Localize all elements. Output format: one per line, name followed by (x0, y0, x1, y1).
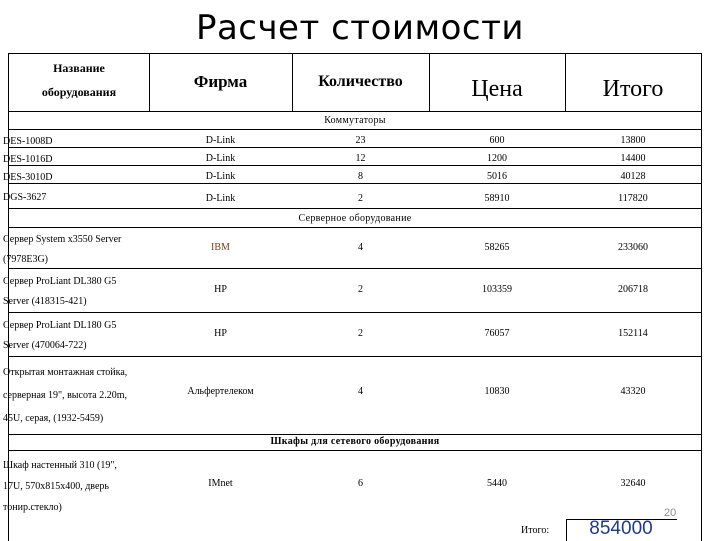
row-firm: D-Link (205, 193, 236, 204)
header-total: Итого (602, 76, 664, 102)
row-total: 43320 (620, 386, 646, 397)
row-name: Шкаф настенный 310 (19", 17U, 570x815x400, дверь тонир.стекло) (3, 460, 117, 513)
row-total: 32640 (620, 478, 646, 489)
row-name: DES-3010D (3, 172, 53, 183)
row-firm: D-Link (205, 171, 236, 182)
section-label-switches: Коммутаторы (324, 115, 386, 126)
row-name: Сервер System x3550 Server (7978E3G) (3, 234, 122, 265)
row-price: 10830 (484, 386, 510, 397)
row-divider (9, 208, 701, 209)
row-firm: Альфертелеком (187, 386, 254, 397)
row-total: 14400 (620, 153, 646, 164)
row-qty: 2 (358, 193, 363, 204)
row-divider (9, 111, 701, 112)
row-qty: 4 (358, 242, 363, 253)
row-firm: D-Link (205, 153, 236, 164)
row-divider (9, 450, 701, 451)
row-qty: 2 (358, 328, 363, 339)
cost-table (3, 53, 702, 541)
row-divider (9, 356, 701, 357)
row-price: 103359 (482, 284, 512, 295)
row-name: DES-1008D (3, 136, 53, 147)
row-name: DGS-3627 (3, 192, 47, 203)
row-qty: 6 (358, 478, 363, 489)
row-qty: 2 (358, 284, 363, 295)
row-total: 233060 (618, 242, 648, 253)
row-price: 76057 (484, 328, 510, 339)
grand-total-value: 854000 (589, 518, 653, 539)
row-divider (9, 165, 701, 166)
row-total: 13800 (620, 135, 646, 146)
row-qty: 12 (355, 153, 366, 164)
row-price: 58910 (484, 193, 510, 204)
section-label-servers: Серверное оборудование (298, 213, 412, 224)
row-price: 5440 (487, 478, 507, 489)
row-total: 40128 (620, 171, 646, 182)
row-firm: D-Link (205, 135, 236, 146)
row-divider (9, 227, 701, 228)
row-price: 600 (489, 135, 505, 146)
page-number: 20 (664, 507, 677, 519)
grand-total-label: Итого: (521, 525, 550, 536)
row-name: Открытая монтажная стойка, серверная 19", высота 2.20m, 45U, серая, (1932-5459) (3, 367, 128, 424)
row-divider (9, 312, 701, 313)
row-firm: IMnet (208, 478, 233, 489)
row-total: 117820 (618, 193, 648, 204)
row-qty: 4 (358, 386, 363, 397)
row-total: 206718 (618, 284, 648, 295)
row-qty: 8 (358, 171, 363, 182)
section-label-cabinets: Шкафы для сетевого оборудования (270, 436, 440, 447)
row-name: Сервер ProLiant DL380 G5 Server (418315-421) (3, 276, 117, 307)
row-price: 5016 (487, 171, 507, 182)
row-qty: 23 (355, 135, 366, 146)
header-name: Название оборудования (41, 61, 117, 99)
row-divider (9, 129, 701, 130)
row-firm: HP (214, 328, 227, 339)
row-firm: HP (214, 284, 227, 295)
row-divider (9, 183, 701, 184)
header-firm: Фирма (193, 72, 248, 91)
header-price: Цена (471, 76, 523, 102)
row-divider (9, 147, 701, 148)
row-price: 1200 (487, 153, 507, 164)
row-name: DES-1016D (3, 154, 53, 165)
row-divider (9, 434, 701, 435)
row-price: 58265 (484, 242, 510, 253)
header-qty: Количество (318, 73, 403, 90)
row-total: 152114 (618, 328, 648, 339)
row-name: Сервер ProLiant DL180 G5 Server (470064-722) (3, 320, 117, 351)
page-title: Расчет стоимости (195, 8, 525, 48)
row-firm: IBM (211, 242, 230, 253)
